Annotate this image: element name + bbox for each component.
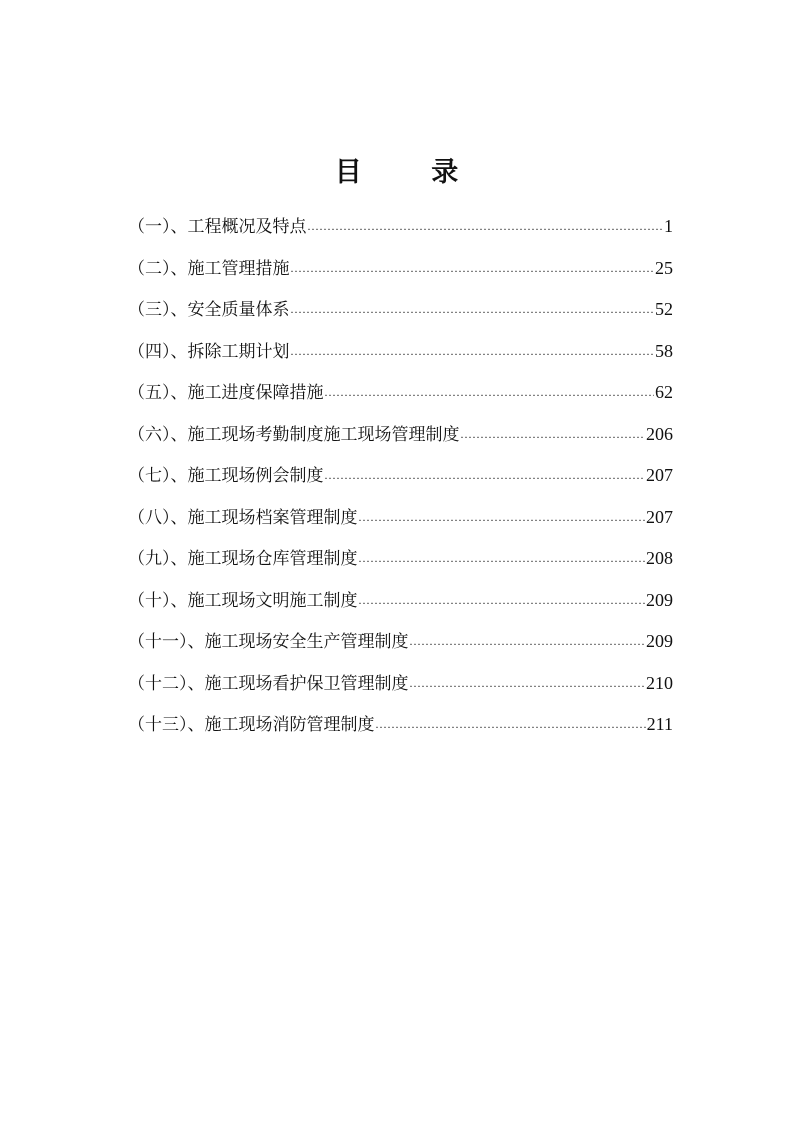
- toc-entry-page: 207: [646, 506, 673, 527]
- toc-entry-label: （二）、施工管理措施: [128, 258, 290, 279]
- toc-entry-page: 210: [646, 672, 673, 693]
- toc-entry-label: （五）、施工进度保障措施: [128, 383, 324, 403]
- toc-entry-page: 52: [655, 299, 673, 319]
- toc-entry-page: 206: [646, 423, 673, 444]
- dot-leader: [325, 464, 646, 481]
- toc-entry-label: （十二）、施工现场看护保卫管理制度: [128, 673, 409, 694]
- dot-leader: [461, 423, 646, 440]
- table-of-contents: [128, 212, 673, 752]
- dot-leader: [291, 340, 655, 357]
- toc-entry-page: 209: [646, 589, 673, 610]
- toc-entry-label: （一）、工程概况及特点: [128, 217, 307, 237]
- toc-entry-label: （三）、安全质量体系: [128, 300, 290, 320]
- dot-leader: [410, 630, 646, 647]
- toc-entry-label: （十一）、施工现场安全生产管理制度: [128, 632, 409, 652]
- toc-entry-page: 1: [664, 216, 673, 236]
- toc-entry[interactable]: [128, 544, 673, 586]
- toc-entry[interactable]: [128, 503, 673, 545]
- dot-leader: [325, 381, 655, 398]
- toc-entry[interactable]: [128, 420, 673, 462]
- dot-leader: [308, 215, 664, 232]
- dot-leader: [359, 547, 646, 564]
- toc-entry-label: （十）、施工现场文明施工制度: [128, 590, 358, 611]
- toc-entry[interactable]: [128, 212, 673, 254]
- toc-entry[interactable]: [128, 254, 673, 296]
- toc-entry-page: 208: [646, 548, 673, 568]
- toc-entry[interactable]: [128, 586, 673, 628]
- toc-entry[interactable]: [128, 710, 673, 752]
- dot-leader: [291, 298, 655, 315]
- toc-entry-page: 207: [646, 465, 673, 485]
- toc-entry-page: 58: [655, 340, 673, 361]
- toc-entry-label: （四）、拆除工期计划: [128, 341, 290, 362]
- dot-leader: [359, 589, 646, 606]
- toc-entry-page: 25: [655, 257, 673, 278]
- dot-leader: [376, 713, 646, 730]
- dot-leader: [410, 672, 646, 689]
- toc-entry-label: （七）、施工现场例会制度: [128, 466, 324, 486]
- toc-entry-page: 209: [646, 631, 673, 651]
- toc-entry[interactable]: [128, 461, 673, 503]
- toc-entry-label: （八）、施工现场档案管理制度: [128, 507, 358, 528]
- toc-entry-label: （九）、施工现场仓库管理制度: [128, 549, 358, 569]
- dot-leader: [291, 257, 655, 274]
- toc-entry[interactable]: [128, 669, 673, 711]
- dot-leader: [359, 506, 646, 523]
- toc-entry-label: （六）、施工现场考勤制度施工现场管理制度: [128, 424, 460, 445]
- toc-entry-label: （十三）、施工现场消防管理制度: [128, 715, 375, 735]
- toc-entry[interactable]: [128, 295, 673, 337]
- toc-entry[interactable]: [128, 378, 673, 420]
- toc-entry[interactable]: [128, 337, 673, 379]
- toc-entry-page: 211: [646, 714, 673, 734]
- toc-title: 目 录: [334, 157, 489, 188]
- toc-entry[interactable]: [128, 627, 673, 669]
- toc-entry-page: 62: [655, 382, 673, 402]
